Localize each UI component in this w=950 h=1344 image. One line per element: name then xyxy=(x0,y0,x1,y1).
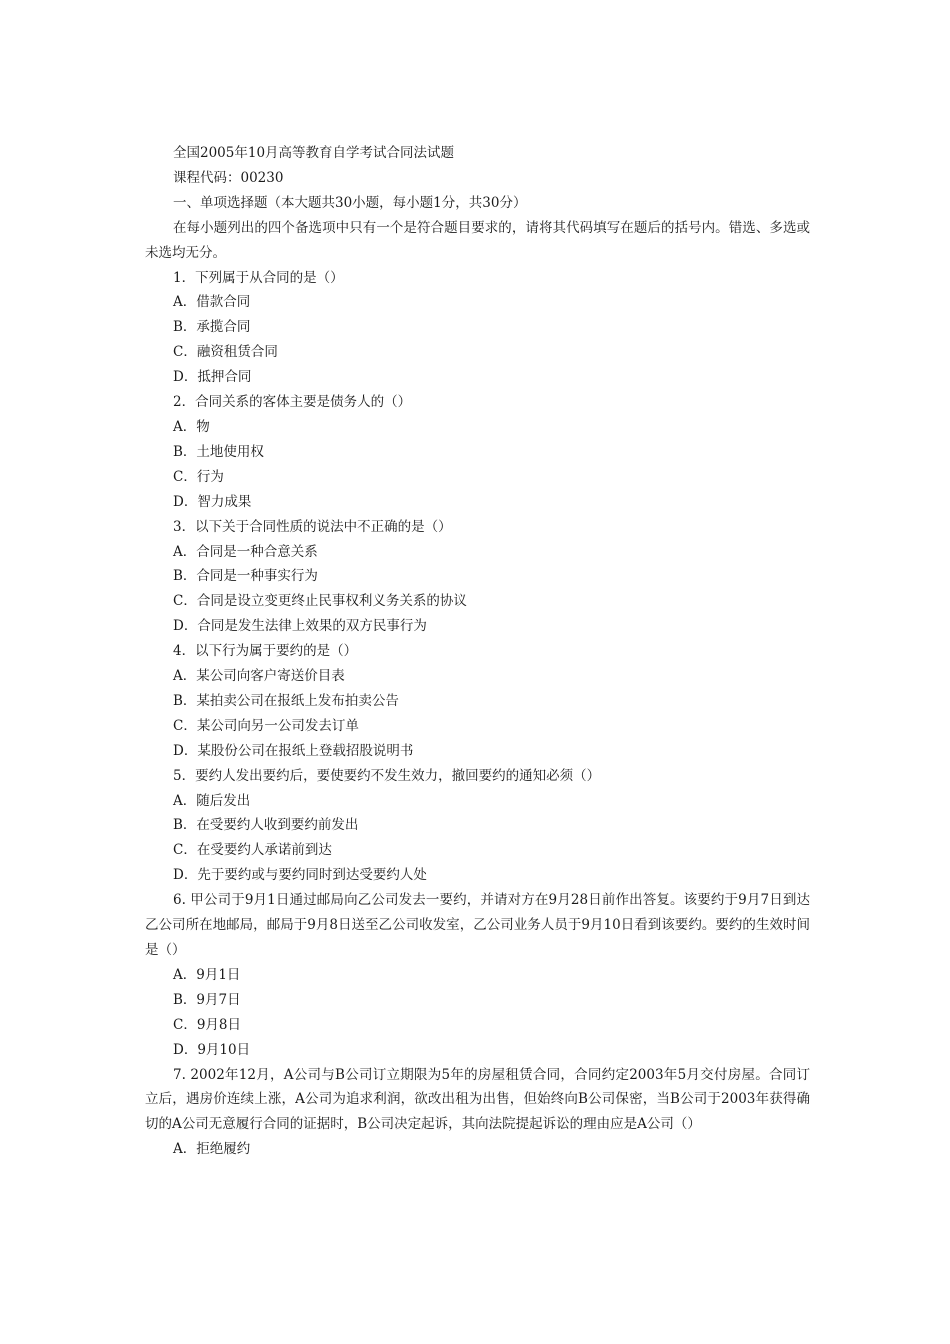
question-option: C．行为 xyxy=(173,468,224,485)
question-option: B．合同是一种事实行为 xyxy=(173,568,318,585)
instructions: 在每小题列出的四个备选项中只有一个是符合题目要求的，请将其代码填写在题后的括号内。错选、多选或未选均无分。 xyxy=(145,219,810,261)
course-code: 课程代码：00230 xyxy=(173,169,284,186)
question-option: D．合同是发生法律上效果的双方民事行为 xyxy=(173,618,427,635)
question-option: A．9月1日 xyxy=(173,966,241,983)
question-stem: 5．要约人发出要约后，要使要约不发生效力，撤回要约的通知必须（） xyxy=(173,767,601,784)
question-option: B．土地使用权 xyxy=(173,443,264,460)
question-stem: 6. 甲公司于9月1日通过邮局向乙公司发去一要约，并请对方在9月28日前作出答复。该要约于9月7日到达乙公司所在地邮局，邮局于9月8日送至乙公司收发室，乙公司业务人员于9月10日看到该要约。要约的生效时间是（） xyxy=(145,892,810,958)
question-option: A．物 xyxy=(173,418,210,435)
question-option: B．9月7日 xyxy=(173,991,241,1008)
question-option: C．在受要约人承诺前到达 xyxy=(173,842,332,859)
question-option: B．在受要约人收到要约前发出 xyxy=(173,817,359,834)
question-option: A．随后发出 xyxy=(173,792,251,809)
question-option: C．融资租赁合同 xyxy=(173,344,278,361)
question-option: B．某拍卖公司在报纸上发布拍卖公告 xyxy=(173,692,399,709)
question-option: A．拒绝履约 xyxy=(173,1141,251,1158)
question-option: D．某股份公司在报纸上登载招股说明书 xyxy=(173,742,414,759)
document-page xyxy=(145,141,810,1162)
question-option: C．某公司向另一公司发去订单 xyxy=(173,717,359,734)
question-option: D．先于要约或与要约同时到达受要约人处 xyxy=(173,867,427,884)
question-stem: 3．以下关于合同性质的说法中不正确的是（） xyxy=(173,518,452,535)
question-option: A．合同是一种合意关系 xyxy=(173,543,318,560)
question-option: D．9月10日 xyxy=(173,1041,251,1058)
document-title: 全国2005年10月高等教育自学考试合同法试题 xyxy=(173,145,455,161)
question-option: B．承揽合同 xyxy=(173,319,251,336)
question-option: A．借款合同 xyxy=(173,294,251,311)
question-option: D．智力成果 xyxy=(173,493,252,510)
question-option: C．合同是设立变更终止民事权利义务关系的协议 xyxy=(173,593,467,610)
question-stem: 4．以下行为属于要约的是（） xyxy=(173,643,358,660)
question-stem: 7. 2002年12月，A公司与B公司订立期限为5年的房屋租赁合同，合同约定2003年5月交付房屋。合同订立后，遇房价连续上涨，A公司为追求利润，欲改出租为出售，但始终向B公司保密，当B公司于2003年获得确切的A公司无意履行合同的证据时，B公司决定起诉，其向法院提起诉讼的理由应是A公司（） xyxy=(145,1066,810,1133)
question-option: A．某公司向客户寄送价目表 xyxy=(173,668,345,685)
section-heading: 一、单项选择题（本大题共30小题，每小题1分，共30分） xyxy=(173,194,527,211)
question-option: C．9月8日 xyxy=(173,1016,242,1033)
question-stem: 2．合同关系的客体主要是债务人的（） xyxy=(173,394,412,411)
question-stem: 1．下列属于从合同的是（） xyxy=(173,269,344,286)
question-option: D．抵押合同 xyxy=(173,369,252,386)
